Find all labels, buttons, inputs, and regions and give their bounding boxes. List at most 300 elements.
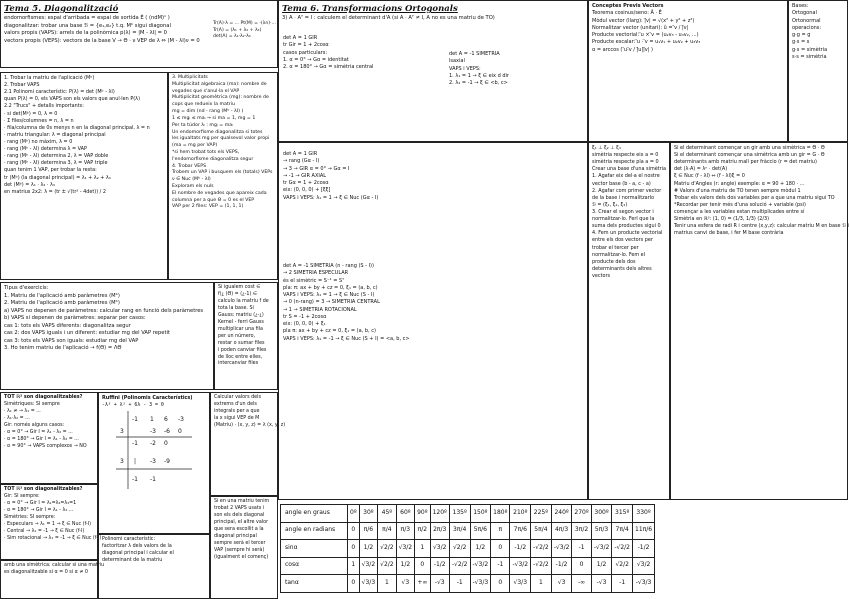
r3-box — [0, 484, 102, 560]
angle-table-cell: π — [491, 522, 510, 540]
angle-table-row — [281, 540, 655, 558]
inversa-note-line: son els dels diagonal — [214, 512, 265, 518]
step-line: 1 ≤ mgᵢ ≤ maᵢ → si ma = 1, mg = 1 — [172, 115, 256, 121]
angle-table-header-row — [281, 505, 655, 523]
r3-line: Gir: SI sempre: — [4, 493, 40, 499]
inversa-note-line: que sera escollit a la — [214, 526, 264, 532]
tema6-gir-line: tr Gir = 1 + 2cosα — [283, 42, 329, 49]
inversa-note-line: Si en una matriu tenim — [214, 499, 270, 504]
angle-table-row — [281, 575, 655, 593]
gram-left-line: 4. Fem un producte vectorial — [592, 230, 663, 237]
r2-line: Gir: només alguns casos: — [4, 422, 65, 428]
tipus-line: cas 3: tots els VAPS son iguals: estudiar mg del VAP — [4, 337, 139, 344]
angle-table-cell: -√3/2 — [470, 557, 491, 575]
step-line: · matriu triangular: λ = diagonal principal — [4, 131, 106, 138]
r2-title: TOT ℝ² son diagonalitzables? — [4, 395, 83, 400]
inversa-line: Calcular valors dels — [214, 395, 261, 400]
angle-table-cell: 1/2 — [359, 540, 377, 558]
r2-line: · α = 90° → VAPS complexos → NO — [4, 443, 87, 449]
gram-right-line: Simètria en ℝ³: (1, 0) = (1/3, 1/3) (2/3) — [674, 216, 770, 223]
svg-text:-1: -1 — [132, 476, 138, 484]
r2-line: · α = 0° → Gir I = λ₁ - λ₂ = ... — [4, 429, 73, 435]
svg-text:-6: -6 — [164, 428, 170, 436]
svg-text:3: 3 — [120, 428, 124, 436]
angle-table-cell: -√2/2 — [531, 540, 552, 558]
ruffini-scheme — [102, 409, 202, 499]
svg-text:-3: -3 — [150, 428, 156, 436]
tema6b-gir-line: eix: (0, 0, 0) + [ξξ] — [283, 187, 331, 194]
inversa-line: extrems d'un dels — [214, 401, 257, 407]
tipus-side-line: Gauss: matriu (¿-¿) — [218, 312, 264, 318]
angle-table-cell: -1/2 — [633, 540, 655, 558]
tema6b-sim-line: pla: π: ax + by + cz = 0, ξ₁ = (a, b, c) — [283, 284, 378, 291]
svg-text:-2: -2 — [150, 440, 156, 448]
svg-text:-9: -9 — [164, 458, 170, 466]
step-line: quan tenim 1 VAP, per trobar la resta: — [4, 167, 97, 174]
tipus-line: 2. Matriu de l'aplicació amb paràmetres (Mᵇ) — [4, 300, 120, 307]
angle-table-cell: 11π/6 — [633, 522, 655, 540]
bases-right-line: g·s = simètria — [792, 46, 828, 53]
tipus-side-line: tota la base. Si — [218, 305, 254, 311]
r3-footer-box — [0, 560, 105, 599]
gram-left-line: entre els dos vectors per — [592, 237, 653, 244]
angle-table-row-label: angle en radians — [281, 522, 348, 540]
side-formula-line: det(A) = λ₁·λ₂·λ₃ — [213, 34, 251, 40]
step-line: *si hem trobat tots els VEPS, — [172, 149, 240, 155]
tema6b-sim-line: det A = -1 SIMETRIA (n - rang (S - I)) — [283, 263, 374, 269]
tipus-side-line: f(¿ (Θ) = (¿-1) ∈ — [218, 291, 257, 297]
bases-line: Teorema cosinus/seno: Â · Ê — [592, 10, 662, 17]
tema6b-gir-line: → -1 → GIR AXIAL — [283, 172, 327, 179]
angle-table-cell: √2/2 — [612, 557, 633, 575]
angle-table-header-cell: 45º — [378, 505, 396, 523]
tema6-gir-line: det A = 1 GIR — [283, 35, 318, 41]
tipus-line: Tipus d'exercicis: — [4, 285, 49, 291]
svg-text:1: 1 — [150, 416, 154, 424]
ruffini-footer-box — [98, 534, 210, 599]
step-line: VAP per 2 files: VEP = (1, 1, 1) — [172, 204, 244, 210]
ruffini-title: Ruffini (Polinomis Característics) — [102, 395, 193, 401]
tema6-title: Tema 6. Transformacions Ortogonals — [282, 4, 458, 14]
inversa-note-line: sempre serà el tercer — [214, 540, 266, 546]
tema6b-gir-line: VAPS i VEPS: λ₁ = 1 → ξ ∈ Nuc (Gα - I) — [283, 194, 379, 201]
ruffini-polynomial: -λ³ + λ² + 6λ - 3 = 0 — [102, 402, 164, 409]
angle-table-cell: 0 — [491, 575, 510, 593]
step-line: tr (Mᵇ) (la diagonal principal) = λ₁ + λ₂ + λ₃ — [4, 174, 111, 181]
gram-left-line: normalitzar-lo. Fem el — [592, 251, 646, 258]
gram-left-line: ξ₁ ⊥ ξ₂ ⊥ ξ₃ — [592, 145, 621, 151]
gram-right-line: començar a les variables estan multiplicades entre sí — [674, 208, 805, 215]
inversa-line: (Matriu) · (x, y, z) = λ (x, y, z) — [214, 422, 286, 428]
bases-right-line: Bases: — [792, 3, 809, 9]
angle-table-cell: π/4 — [378, 522, 396, 540]
step-line: quan P(λ) = 0, els VAPS son els valors que anul·len P(λ) — [4, 96, 140, 103]
angle-table-header-cell: 90º — [415, 505, 430, 523]
step-line: · rang (Mᵇ - λI) determina λ = VAP — [4, 146, 87, 153]
bases-line: Normalitzar vector (unitari): û = ⃗v / |⃗v| — [592, 24, 689, 31]
angle-table-cell: -1 — [572, 540, 591, 558]
r2-line: · λ₁·λ₂ = ... — [4, 415, 30, 421]
step-line: Multiplicitat geomètrica (mg): nombre de — [172, 95, 269, 101]
tema5-line: diagonalitzar: trobar una base ℬ = {e₁,e₂} t.q. Mᵇ sigui diagonal — [4, 22, 171, 29]
gram-right-line: # Valors d'una matriu de TO tenen sempre mòdul 1 — [674, 187, 801, 194]
angle-table-cell: 0 — [348, 540, 360, 558]
tipus-side-line: restar o sumar files — [218, 340, 265, 346]
angle-table-header-cell: 150º — [470, 505, 491, 523]
gram-right-line: Trobar els valors dels dos variables per a que una matriu sigui TO — [674, 194, 835, 201]
bases-line: Producte escalar: ⃗u · ⃗v = u₁v₁ + u₂v₂ + u₃v₃ — [592, 39, 701, 46]
tipus-side-line: Si igualem cost ∈ — [218, 285, 261, 290]
bases-right-line: g·g = g — [792, 32, 811, 38]
angle-table-cell: 5π/3 — [591, 522, 612, 540]
angle-table-row — [281, 557, 655, 575]
tema6-gir-block — [283, 35, 373, 71]
tema6b-sim-line: és el simètric = S⁻¹ = Sᵀ — [283, 277, 345, 284]
angle-table-cell: 3π/4 — [449, 522, 470, 540]
angle-table-cell: -√3 — [591, 575, 612, 593]
step-line: · Σ files/columnes = n, λ = n — [4, 117, 74, 124]
angle-table-cell: 0 — [572, 557, 591, 575]
angle-table-cell: -√3 — [430, 575, 449, 593]
step-line: l'endomorfisme diagonalitza segur — [172, 156, 254, 162]
ruffini-note-line: diagonal principal i calcular el — [102, 550, 174, 556]
svg-text:-3: -3 — [178, 416, 184, 424]
gram-left-line: 2. Agafar com primer vector — [592, 187, 662, 194]
step-line: · si det(Mᵇ) = 0, λ = 0 — [4, 110, 58, 117]
angle-table-cell: √3/3 — [510, 575, 531, 593]
angle-table-header-cell: 300º — [591, 505, 612, 523]
tema6-gir-line: 2. α = 180° → Gα = simètria central — [283, 64, 374, 70]
angle-table-cell: 4π/3 — [551, 522, 572, 540]
bases-right-box — [788, 0, 848, 142]
angle-table-cell: 1 — [378, 575, 396, 593]
tipus-side-line: de lloc entre elles, — [218, 354, 263, 360]
tema6b-sim-line: pla π: ax + by + cz = 0, ξ₁ = (a, b, c) — [283, 328, 376, 335]
svg-text:-1: -1 — [132, 416, 138, 424]
svg-text:0: 0 — [164, 440, 168, 448]
r3-footer-line: amb una simètrica: calcular si una matriu — [4, 563, 105, 568]
angle-table-cell: π/2 — [415, 522, 430, 540]
tema6b-box — [278, 142, 588, 500]
tema6b-gir-line: tr Gα = 1 + 2cosα — [283, 180, 329, 186]
gram-left-line: 1. Agafar eix del·a el nostre — [592, 173, 660, 180]
step-line: 3. Multiplicitats — [172, 75, 208, 80]
angle-table-cell: √3 — [551, 575, 572, 593]
gram-left-line: simètria respecte eix a = 0 — [592, 152, 659, 159]
inversa-note-line: (igualment el començ) — [214, 554, 269, 560]
angle-table-cell: 1/2 — [470, 540, 491, 558]
gram-left-line: determinants dels altres — [592, 265, 652, 272]
angle-table-cell: -√2/2 — [612, 540, 633, 558]
angle-table-header-cell: 0º — [348, 505, 360, 523]
tipus-side-line: i poden canviar files — [218, 347, 267, 353]
steps-left-box — [0, 72, 168, 280]
angle-table-cell: 1 — [348, 557, 360, 575]
angle-table-header-cell: 135º — [449, 505, 470, 523]
r3-line: · Central → λ₁ = -1 → ξ ∈ Nuc (f-I) — [4, 528, 85, 534]
step-line: 1. Trobar la matriu de l'aplicació (Mᵇ) — [4, 75, 95, 81]
gram-left-line: normalitzar-lo. Ferl que la — [592, 216, 655, 223]
angle-table-cell: 2π/3 — [430, 522, 449, 540]
angle-table-cell: -1/2 — [430, 557, 449, 575]
angle-table-cell: -√3/3 — [470, 575, 491, 593]
tema6-sim-line: 2. λ₂ = -1 → ξ ∈ <b, c> — [449, 80, 508, 86]
r3-title: TOT ℝ³ son diagonalitzables? — [4, 487, 83, 492]
gram-right-line: Tenir una esfera de radi R i centre (x,y,z): calcular matriu M en base ℬ i — [674, 223, 849, 230]
angle-table-cell: √3/2 — [396, 540, 414, 558]
gram-left-line: vector base (b - a, c - a) — [592, 180, 651, 187]
step-line: les igualtats mg per qualsevol valor propi — [172, 136, 270, 142]
ruffini-note-line: determinant de la matriu — [102, 557, 163, 563]
angle-table-row-label: tanα — [281, 575, 348, 593]
bases-line: Mòdul vector (llarg): |⃗v| = √(x² + y² + z²) — [592, 17, 695, 24]
bases-box — [588, 0, 788, 142]
gram-left-line: simètria respecte pla a = 0 — [592, 159, 659, 166]
bases-line: Producte vectorial: ⃗u × ⃗v = (u₂v₃ - u₃v₂, ...) — [592, 32, 699, 38]
step-line: Per ta túdor λᵢ : mgᵢ = maᵢ — [172, 122, 233, 128]
tema5-title: Tema 5. Diagonalització — [4, 4, 119, 14]
angle-table-cell: 7π/6 — [510, 522, 531, 540]
angle-table-cell: 1/2 — [396, 557, 414, 575]
angle-table-cell: -1 — [612, 575, 633, 593]
angle-table-row — [281, 522, 655, 540]
tipus-line: 3. Ho tenim matriu de l'aplicació → f(Θ) = ΛΘ — [4, 345, 122, 352]
angle-table-cell: √2/2 — [378, 557, 396, 575]
tema6b-sim-line: VAPS i VEPS: λ₁ = 1 → ξ ∈ Nuc (S - I) — [283, 292, 375, 298]
angle-table-cell: -√3/3 — [633, 575, 655, 593]
r2-line: Simètriques: SI sempre — [4, 401, 60, 407]
step-line: El nombre de vegades que apareix cada — [172, 190, 267, 196]
step-line: vegades que s'anul·la el VAP — [172, 88, 240, 94]
tema6b-sim-line: eix: (0, 0, 0) + ξ₁ — [283, 321, 326, 327]
inversa-footer-box — [210, 496, 278, 599]
tema6-sim-line: det A = -1 SIMETRIA — [449, 51, 500, 57]
angle-table-cell: 5π/4 — [531, 522, 552, 540]
step-line: cops que redueix la matriu — [172, 102, 235, 108]
tipus-side-line: intercanviar files — [218, 361, 259, 367]
step-line: Multiplicitat algebraica (ma): nombre de — [172, 81, 267, 87]
gram-left-line: 3. Crear el segon vector i — [592, 208, 654, 215]
r2-box — [0, 392, 98, 484]
angle-table-header-cell: 120º — [430, 505, 449, 523]
step-line: en matrius 2x2: λ = (tr ± √(tr² - 4det)) / 2 — [4, 188, 106, 195]
angle-table-header-cell: 60º — [396, 505, 414, 523]
angle-table-cell: √3/2 — [633, 557, 655, 575]
tema6b-sim-line: tr S = -1 + 2cosα — [283, 313, 327, 320]
step-line: (ma = mg per VAP) — [172, 143, 218, 149]
tema5-side-formula — [213, 21, 276, 41]
angle-table-cell: √3/2 — [359, 557, 377, 575]
ruffini-box — [98, 392, 210, 534]
gram-left-box — [588, 142, 670, 500]
angle-table-header-cell: 240º — [551, 505, 572, 523]
gram-right-line: *Recordar per tenir més d'una solució + variable (psi) — [674, 201, 806, 208]
tema6b-sim-line: → 1 → SIMETRIA ROTACIONAL — [283, 306, 357, 313]
tema6-sim-block — [449, 51, 509, 87]
r3-line: · Sim rotacional → λ₁ = -1 → ξ ∈ Nuc (f-I) — [4, 535, 102, 541]
gram-right-line: determinants amb matriu mall per fràccio (r = det matriu) — [674, 159, 817, 166]
angle-table-cell: 1 — [531, 575, 552, 593]
tema6b-gir-line: → rang (Gα - I) — [283, 158, 320, 165]
gram-left-line: suma dels productes sigui 0 — [592, 223, 661, 230]
angle-table-cell: -1 — [491, 557, 510, 575]
angle-table-row-label: sinα — [281, 540, 348, 558]
angle-table-header-cell: 210º — [510, 505, 531, 523]
angle-table-cell: 0 — [491, 540, 510, 558]
gram-right-line: det (λ·A) = λⁿ · det(A) — [674, 166, 728, 173]
tema6-sim-line: lsaxial — [449, 58, 465, 65]
side-formula-line: Tr(A) = (λ₁ + λ₂ + λ₃) — [213, 27, 262, 33]
step-line: · fila/columna de 0s menys n en la diagonal principal, λ = n — [4, 124, 150, 131]
tipus-line: 1. Matriu de l'aplicació amb paràmetres (Mᵇ) — [4, 292, 120, 299]
angle-table-header-cell: 270º — [572, 505, 591, 523]
steps-right-box — [168, 72, 278, 280]
angle-table-cell: +∞ — [415, 575, 430, 593]
inversa-line: la x sigui VEP de M — [214, 415, 260, 421]
tipus-side-line: multiplicar una fila — [218, 326, 263, 332]
angle-table-cell: 0 — [348, 522, 360, 540]
tema5-line: vectors propis (VEPS): vectors de la base V → Θ · ν VEP de λ ⇔ (M - λI)ν = 0 — [4, 37, 200, 44]
angle-table-cell: -√3/2 — [591, 540, 612, 558]
r3-line: · α = 0° → Gir I = λ₁=λ₂=λ₃=1 — [4, 500, 77, 506]
svg-text:-3: -3 — [150, 458, 156, 466]
tipus-side-box — [214, 282, 278, 390]
ruffini-note-line: Polinomi característic: — [102, 537, 156, 542]
step-line: · rang (Mᵇ - λI) determina 3, λ = VAP triple — [4, 160, 108, 167]
tipus-box — [0, 282, 214, 390]
tema6-gir-line: casos particulars: — [283, 49, 328, 56]
inversa-note-line: principal, el altre valor — [214, 519, 269, 525]
step-line: Exploram els nuls — [172, 184, 214, 189]
angle-table-cell: -√2/2 — [531, 557, 552, 575]
gram-left-line: producte dels dos — [592, 258, 636, 265]
tema6b-sim-line: → 2 SIMETRIA ESPECULAR — [283, 270, 349, 277]
angle-table — [280, 504, 655, 593]
step-line: mg = dim (nd - rang (Mᵇ - λI) ) — [172, 109, 244, 115]
bases-right-line: g·s = s — [792, 39, 810, 46]
angle-table-cell: √3/3 — [359, 575, 377, 593]
inversa-box — [210, 392, 286, 496]
angle-table-cell: 0 — [348, 575, 360, 593]
tipus-line: cas 2: dos VAPS iguals i un diferent: estudiar mg del VAP repetit — [4, 330, 170, 337]
r3-line: Simètries: SI sempre: — [4, 514, 56, 520]
angle-table-header-cell: 330º — [633, 505, 655, 523]
tema6b-sim-line: → 0 (n-rang) = 3 → SIMETRIA CENTRAL — [283, 299, 380, 306]
angle-table-cell: π/3 — [396, 522, 414, 540]
bases-right-line: Ortonormal — [792, 17, 821, 24]
inversa-line: integrals per a que — [214, 408, 260, 414]
tema6-line: 3) A · Aᵀ = I : calculem el determinant d'A (si A · Aᵀ ≠ I, A no es una matriu de TO) — [282, 15, 495, 22]
svg-text:-1: -1 — [150, 476, 156, 484]
r2-line: · α = 180° → Gir I = λ₁ - λ₂ = ... — [4, 436, 79, 442]
r2-line: · λ₁ ≠ → λ₁ = ... — [4, 408, 41, 414]
bases-right-line: operacions: — [792, 24, 822, 31]
bases-title: Conceptes Previs Vectors — [592, 3, 664, 9]
tema6-box — [278, 0, 588, 142]
step-line: · rang (Mᵇ) no màxim, λ = 0 — [4, 138, 73, 145]
angle-table-cell: 3π/2 — [572, 522, 591, 540]
tipus-side-line: per un número, — [218, 333, 256, 339]
svg-text:-1: -1 — [132, 440, 138, 448]
tema5-line: valors propis (VAPS): arrels de la polinòmica p(λ) = |M - λI| = 0 — [4, 30, 167, 37]
step-line: 4. Trobar VEPS — [172, 163, 207, 169]
tema6b-gir-line: det A = 1 GIR — [283, 151, 318, 157]
step-line: 2. Trobar VAPS — [4, 82, 40, 89]
svg-text:6: 6 — [164, 416, 168, 424]
tema6b-gir — [283, 151, 378, 202]
angle-table-cell: -√2/2 — [449, 557, 470, 575]
angle-table-cell: -√3/2 — [551, 540, 572, 558]
angle-table-cell: 5π/6 — [470, 522, 491, 540]
angle-table-header-cell: 30º — [359, 505, 377, 523]
angle-table-cell: -√3/2 — [510, 557, 531, 575]
angle-table-cell: 0 — [415, 557, 430, 575]
angle-table-cell: π/6 — [359, 522, 377, 540]
bases-right-line: Ortogonal — [792, 10, 817, 17]
r3-footer-line: es diagonalitzable si α = 0 si α ≠ 0 — [4, 569, 88, 575]
gram-right-line: Matriu d'Angles (r: angle) exemple: α = 90 + 180 · ... — [674, 180, 805, 187]
tema5-header-box — [0, 0, 278, 68]
gram-left-line: vectors — [592, 272, 611, 279]
tema5-line: endomorfismes: espai d'arribada = espai de sortida É ( (ndM)ⁿ ) — [4, 15, 170, 22]
r3-line: · α = 180° → Gir I = λ₁ - λ₂ ... — [4, 507, 74, 513]
tipus-line: cas 1: tots els VAPS diferents: diagonalitza segur — [4, 322, 131, 329]
bases-line: α = arccos ( ⃗u·⃗v / |⃗u||⃗v| ) — [592, 46, 653, 53]
side-formula-line: Tr(A)·λ = ... Pt(M) = ·(λn)·... — [213, 21, 276, 26]
gram-left-line: trobar el tercer per — [592, 244, 639, 251]
gram-right-line: ξ ∈ Nuc (f - λI) ⇔ (f - λI)ξ = 0 — [674, 173, 745, 180]
step-line: 2.2 "Trucs" + detalls importants: — [4, 103, 84, 110]
bases-right-line: s·s = simètria — [792, 53, 827, 60]
tema6-sim-line: VAPS i VEPS: — [449, 65, 481, 72]
angle-table-header-cell: 315º — [612, 505, 633, 523]
angle-table-cell: 7π/4 — [612, 522, 633, 540]
angle-table-cell: √3/2 — [430, 540, 449, 558]
angle-table-cell: -1/2 — [510, 540, 531, 558]
tema6b-gir-line: → 3 → GIR α = 0° → Gα = I — [283, 165, 350, 172]
angle-table-row-label: cosα — [281, 557, 348, 575]
angle-table-header-cell: 225º — [531, 505, 552, 523]
r3-line: · Especulars → λ₁ = 1 → ξ ∈ Nuc (f-I) — [4, 521, 92, 527]
gram-right-box — [670, 142, 848, 500]
step-line: ν ∈ Nuc (Mᵇ - λI) — [172, 177, 211, 183]
gram-left-line: ℬ = (ξ₁, ξ₂, ξ₃) — [592, 201, 628, 208]
angle-table-cell: √2/2 — [378, 540, 396, 558]
tipus-line: b) VAPS si depenen de paràmetres: separar per casos: — [4, 315, 146, 322]
step-line: 2.1 Polinomi característic: P(λ) = det (Mᵇ - λI) — [4, 89, 115, 96]
step-line: Trobem un VAP i busquem els (totals) VEPs — [172, 170, 273, 176]
angle-table-header-cell: angle en graus — [281, 505, 348, 523]
gram-right-line: Si el determinant començar una simètrica amb un gir = G · Θ — [674, 152, 825, 159]
gram-left-line: Crear una base d'una simètria — [592, 166, 667, 173]
angle-table-header-cell: 180º — [491, 505, 510, 523]
step-line: Un endomorfisme diagonalitza si totes — [172, 129, 263, 135]
tema6-gir-line: 1. α = 0° → Gα = identitat — [283, 56, 349, 63]
gram-right-line: Si el determinant començar un gir amb una simètrica = Θ · Θ — [674, 145, 825, 151]
ruffini-note-line: factoritzar λ dels valors de la — [102, 543, 172, 549]
angle-table-cell: √3 — [396, 575, 414, 593]
inversa-note-line: trobat 2 VAPS usats i — [214, 505, 265, 511]
tema6b-sim — [283, 263, 410, 343]
tema6b-sim-line: VAPS i VEPS: λ₁ = -1 → ξ ∈ Nuc (S + I) = <a, b, c> — [283, 335, 410, 342]
gram-right-line: matrius canvi de base, i fer M base contrària — [674, 230, 784, 237]
angle-table-cell: √2/2 — [449, 540, 470, 558]
angle-table-cell: -∞ — [572, 575, 591, 593]
angle-table-cell: -1/2 — [551, 557, 572, 575]
tipus-line: a) VAPS no depenen de paràmetres: calcular rang en funció dels paràmetres — [4, 307, 204, 314]
svg-text:0: 0 — [178, 428, 182, 436]
tipus-side-line: Kernel - ferri Gauss — [218, 319, 264, 325]
